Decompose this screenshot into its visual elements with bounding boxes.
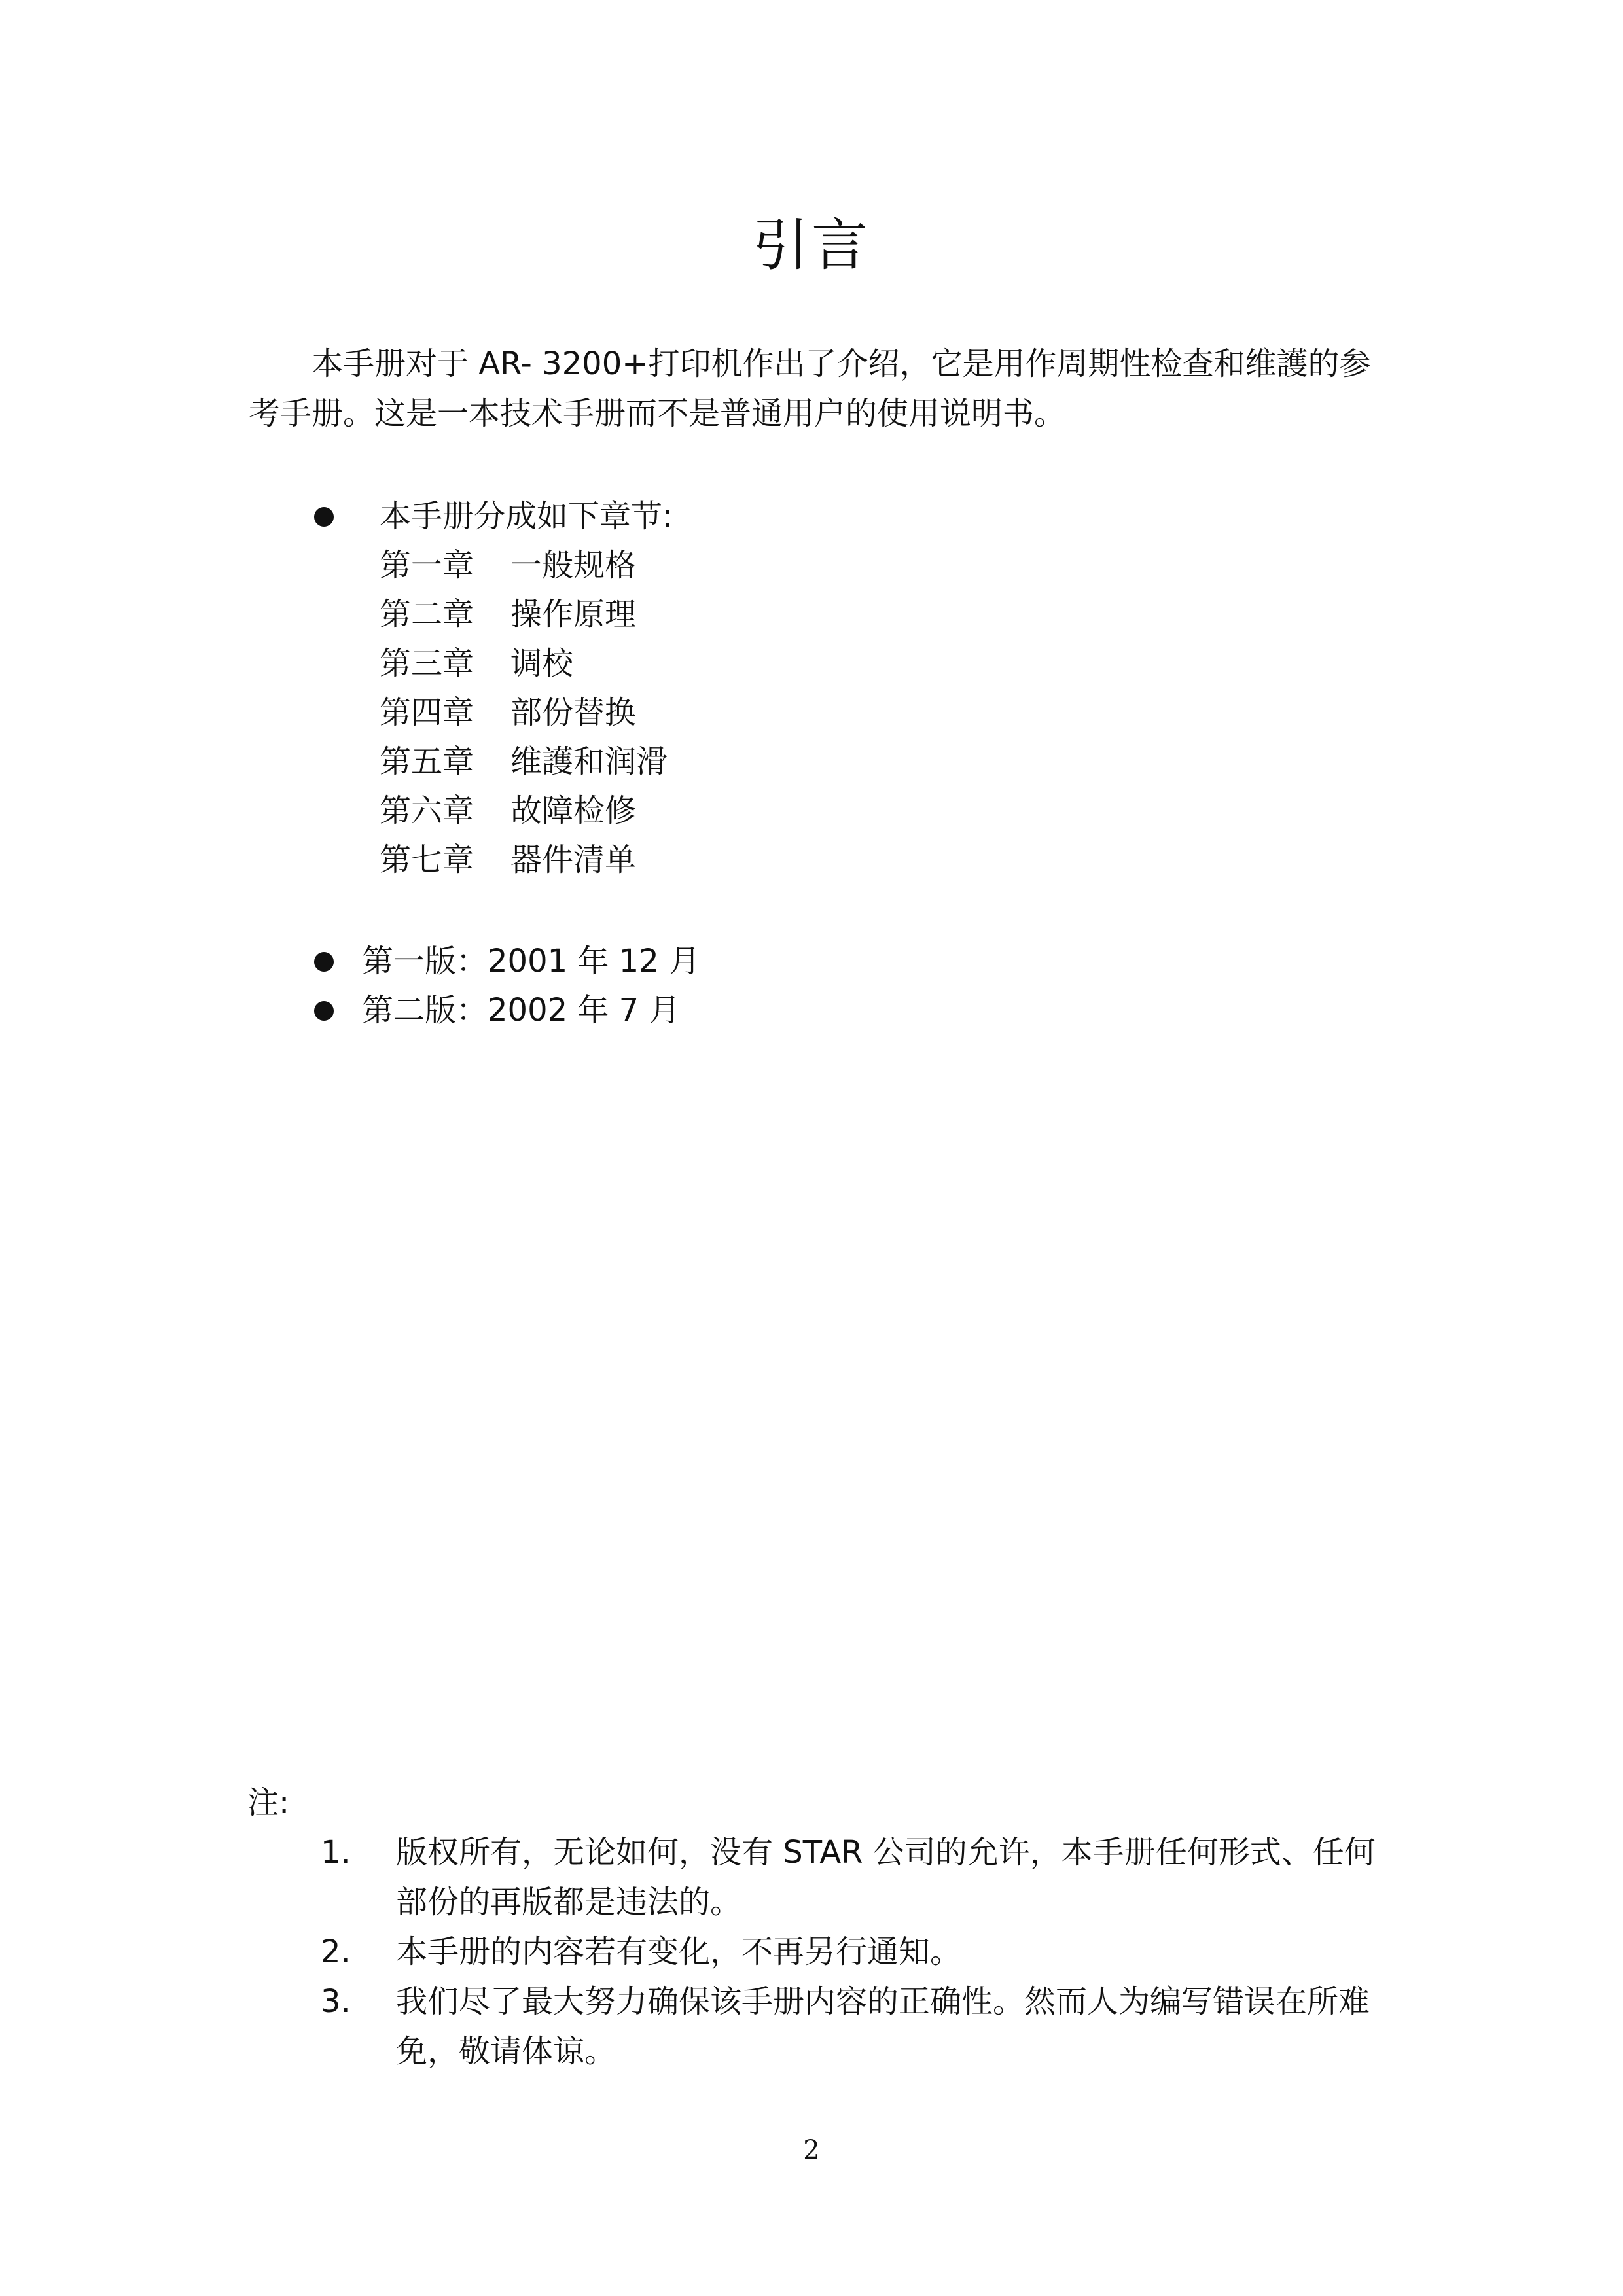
notes-list	[321, 1828, 1387, 2076]
note-item	[321, 1977, 1387, 2076]
intro-paragraph: 本手册对于 AR- 3200+打印机作出了介绍，它是用作周期性检查和维護的参考手册。这是一本技术手册而不是普通用户的使用说明书。	[249, 345, 1371, 432]
chapter-number: 第五章	[380, 743, 474, 780]
chapter-number: 第六章	[380, 792, 474, 829]
chapter-name: 故障检修	[510, 792, 637, 829]
chapter-name: 部份替换	[510, 694, 637, 731]
chapter-number: 第四章	[380, 694, 474, 731]
edition-text: 第二版：2002 年 7 月	[362, 992, 681, 1029]
bullet-icon	[314, 1001, 334, 1021]
chapter-name: 操作原理	[510, 596, 637, 633]
bullet-icon	[314, 507, 334, 527]
chapter-number: 第三章	[380, 645, 474, 682]
note-number: 2.	[321, 1934, 351, 1970]
note-number: 3.	[321, 1983, 351, 2020]
chapter-name: 维護和润滑	[510, 743, 668, 780]
chapter-name: 器件清单	[510, 841, 637, 878]
edition-text: 第一版：2001 年 12 月	[362, 943, 701, 980]
note-label: 注:	[247, 1784, 290, 1821]
chapter-number: 第七章	[380, 841, 474, 878]
note-item	[321, 1927, 1387, 1977]
note-text: 本手册的内容若有变化，不再另行通知。	[396, 1934, 962, 1970]
page-number: 2	[803, 2135, 820, 2165]
note-number: 1.	[321, 1834, 351, 1871]
chapter-name: 一般规格	[510, 547, 637, 584]
page-title: 引言	[753, 213, 870, 278]
note-text: 我们尽了最大努力确保该手册内容的正确性。然而人为编写错误在所难免，敬请体谅。	[396, 1983, 1370, 2070]
note-item	[321, 1828, 1387, 1927]
note-text: 版权所有，无论如何，没有 STAR 公司的允许，本手册任何形式、任何部份的再版都是违法的。	[396, 1834, 1376, 1920]
chapter-number: 第一章	[380, 547, 474, 584]
sections-heading: 本手册分成如下章节:	[380, 498, 673, 535]
chapter-name: 调校	[510, 645, 574, 682]
bullet-icon	[314, 952, 334, 972]
chapter-number: 第二章	[380, 596, 474, 633]
